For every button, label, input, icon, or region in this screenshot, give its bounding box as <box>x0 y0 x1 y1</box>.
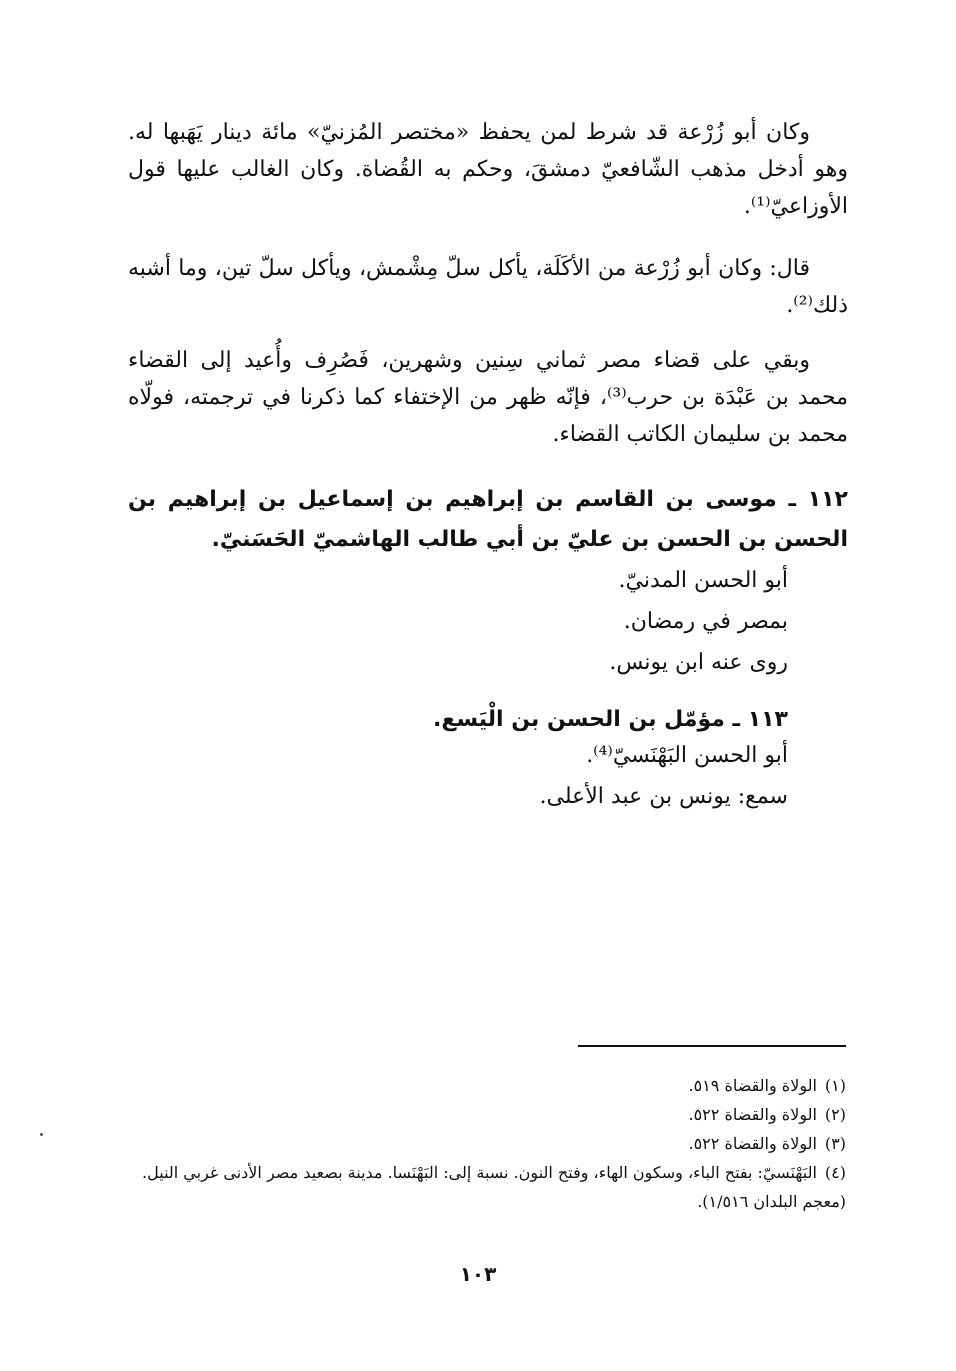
entry-heading-112: ١١٢ ـ موسى بن القاسم بن إبراهيم بن إسماعيل بن إبراهيم بن الحسن بن الحسن بن عليّ بن أبي طالب الهاشميّ الحَسَنيّ. <box>128 487 848 552</box>
footnote-1: (١)الولاة والقضاة ٥١٩. <box>688 1076 846 1095</box>
entry-113-heard: سمع: يونس بن عبد الأعلى. <box>539 784 788 809</box>
footnote-2: (٢)الولاة والقضاة ٥٢٢. <box>688 1105 846 1124</box>
entry-112-death: بمصر في رمضان. <box>623 609 788 634</box>
page-number: ١٠٣ <box>459 1262 497 1286</box>
scan-speck <box>40 1133 43 1136</box>
footnote-3: (٣)الولاة والقضاة ٥٢٢. <box>688 1134 846 1153</box>
entry-heading-113: ١١٣ ـ مؤمّل بن الحسن بن الْيَسع. <box>433 707 788 732</box>
footnote-separator <box>578 1045 846 1047</box>
paragraph-abu-zura-eating: قال: وكان أبو زُرْعة من الأكَلَة، يأكل سلّ مِشْمش، ويأكل سلّ تين، وما أشبه ذلك⁽²⁾. <box>128 256 848 318</box>
paragraph-judgeship: وبقي على قضاء مصر ثماني سِنين وشهرين، فَصُرِف وأُعيد إلى القضاء محمد بن عَبْدَة بن حرب⁽³⁾، فإنّه ظهر من الإختفاء كما ذكرنا في ترجمته، فولّاه محمد بن سليمان الكاتب القضاء. <box>128 348 848 447</box>
footnote-4: (٤)البَهْنَسيّ: بفتح الباء، وسكون الهاء، وفتح النون. نسبة إلى: البَهْنَسا. مدينة بصعيد مصر الأدنى غربي النيل. (معجم البلدان ١/٥١٦). <box>142 1163 846 1211</box>
entry-112-kunya: أبو الحسن المدنيّ. <box>618 568 788 593</box>
paragraph-abu-zura-shafii: وكان أبو زُرْعة قد شرط لمن يحفظ «مختصر المُزنيّ» مائة دينار يَهَبها له. وهو أدخل مذهب الشّافعيّ دمشقَ، وحكم به القُضاة. وكان الغالب عليها قول الأوزاعيّ⁽¹⁾. <box>128 120 848 219</box>
entry-112-narrators: روى عنه ابن يونس. <box>609 650 788 675</box>
entry-113-kunya: أبو الحسن البَهْنَسيّ⁽⁴⁾. <box>586 743 788 768</box>
